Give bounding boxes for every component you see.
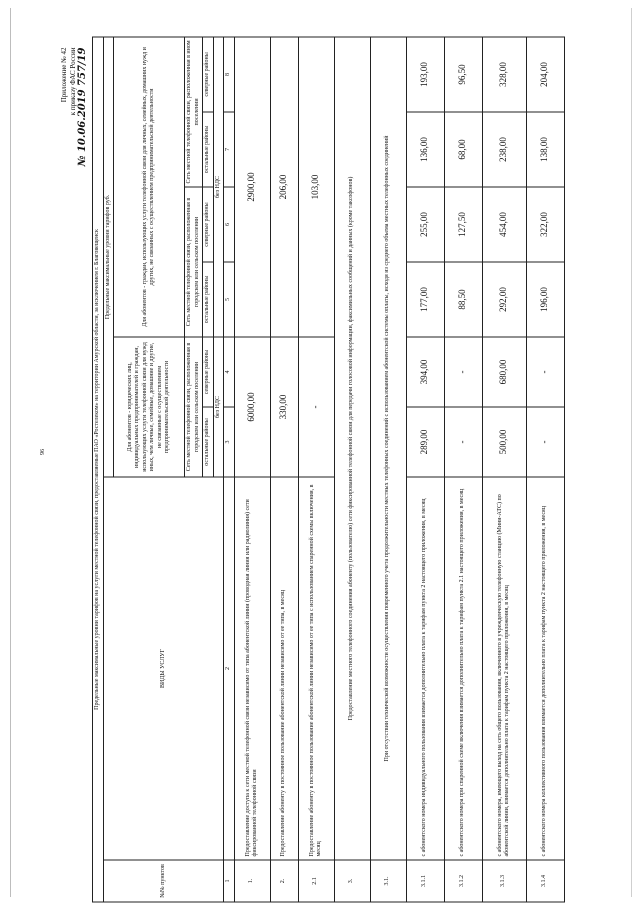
cell: 177,00 <box>406 262 444 337</box>
cell: 68,00 <box>444 112 482 187</box>
cell: 127,50 <box>444 187 482 262</box>
header-no: №№ пунктов <box>103 860 224 902</box>
cell: - <box>526 407 564 477</box>
row-no: 2.1 <box>298 860 334 902</box>
row-service: с абонентского номера при спаренной схеме включения взимается дополнительно плата к тарифам пункта 2.1 настоящего приложения, в месяц <box>444 477 482 860</box>
page-number: 96 <box>40 449 46 455</box>
cell: 138,00 <box>526 112 564 187</box>
cell: 500,00 <box>482 407 526 477</box>
table-row <box>444 37 482 902</box>
row-no: 1. <box>234 860 270 902</box>
cell: 193,00 <box>406 37 444 112</box>
table-row <box>298 37 334 902</box>
row-value: 6000,00 <box>234 337 270 477</box>
row-service: Предоставление абоненту в постоянное пользование абонентской линии независимо от ее типа с использованием спаренной схемы включения, в месяц <box>298 477 334 860</box>
header-region-other: остальные районы <box>203 262 214 337</box>
appendix-header <box>60 48 87 167</box>
col-number: 4 <box>224 337 235 407</box>
col-number: 8 <box>224 37 235 112</box>
row-no: 3.1.4 <box>526 860 564 902</box>
appendix-line1: Приложение № 42 <box>60 47 68 103</box>
header-region-north: северные районы <box>203 337 214 407</box>
section-text: Предоставление местного телефонного соединения абоненту (пользователю) сети фиксированной телефонной связи для передачи голосовой информации, факсимильных сообщений и данных (кроме таксофонов) <box>334 37 370 860</box>
rotated-document <box>60 38 580 903</box>
col-number: 5 <box>224 262 235 337</box>
appendix-line2: к приказу ФАС России <box>69 47 77 116</box>
section-text: При отсутствии технической возможности осуществления повременного учета продолжительности местных телефонных соединений с использованием абонентской системы оплаты, исходя из среднего объема местных телефонных соединений <box>370 37 406 860</box>
header-legal-group: Для абонентов - юридических лиц, индивидуальных предпринимателей и граждан, использующих услуги телефонной связи для нужд иных, чем личные, семейные, домашние и другие, не связанные с осуществлением предпринимательской деятельности <box>114 337 185 477</box>
cell: - <box>526 337 564 407</box>
header-region-other: остальные районы <box>203 407 214 477</box>
cell: 454,00 <box>482 187 526 262</box>
cell: - <box>444 337 482 407</box>
cell: - <box>444 407 482 477</box>
section-no: 3. <box>334 860 370 902</box>
cell: 289,00 <box>406 407 444 477</box>
cell: 255,00 <box>406 187 444 262</box>
table-title: Предельные максимальные уровни тарифов на услуги местной телефонной связи, предоставляемые ПАО «Ростелеком» на территории Амурской области, за исключением г. Благовещенск <box>93 37 104 902</box>
header-region-north: северные районы <box>203 187 214 262</box>
tariff-table <box>92 36 565 902</box>
header-citizen-group: Для абонентов - граждан, использующих услуги телефонной связи для личных, семейных, домашних нужд и других, не связанных с осуществлением предпринимательской деятельности <box>114 37 185 337</box>
row-no: 2. <box>270 860 298 902</box>
row-no: 3.1.2 <box>444 860 482 902</box>
section-row <box>370 37 406 902</box>
cell: 136,00 <box>406 112 444 187</box>
header-region-north: северные районы <box>203 37 214 112</box>
cell: 394,00 <box>406 337 444 407</box>
col-number: 3 <box>224 407 235 477</box>
row-value: 330,00 <box>270 337 298 477</box>
section-no: 3.1. <box>370 860 406 902</box>
table-row <box>406 37 444 902</box>
cell: 680,00 <box>482 337 526 407</box>
cell: 238,00 <box>482 112 526 187</box>
cell: 196,00 <box>526 262 564 337</box>
header-region-other: остальные районы <box>203 112 214 187</box>
header-vat-1: без НДС <box>213 337 224 477</box>
row-service: с абонентского номера коллективного пользования взимается дополнительно плата к тарифам пункта 2 настоящего приложения, в месяц <box>526 477 564 860</box>
col-number: 7 <box>224 112 235 187</box>
col-number: 1 <box>224 860 235 902</box>
row-service: Предоставление доступа к сети местной телефонной связи независимо от типа абонентской линии (проводная линия или радиолиния) сети фиксированной телефонной связи <box>234 477 270 860</box>
row-value: 103,00 <box>298 37 334 337</box>
row-value: 2900,00 <box>234 37 270 337</box>
cell: 88,50 <box>444 262 482 337</box>
header-service: ВИДЫ УСЛУГ <box>103 477 224 860</box>
row-service: с абонентского номера, имеющего выход на сеть общего пользования, включенного в учрежденческую телефонную станцию (Мини-АТС) по абонентской линии, взимается дополнительно плата к тарифам пункта 2 настоящего приложения, в месяц <box>482 477 526 860</box>
table-row <box>526 37 564 902</box>
header-limits: Предельные максимальные уровни тарифов руб. <box>103 37 114 477</box>
row-no: 3.1.1 <box>406 860 444 902</box>
header-network-other: Сеть местной телефонной связи, расположенная в ином поселении <box>185 37 203 187</box>
row-value: 206,00 <box>270 37 298 337</box>
header-vat-2: без НДС <box>213 37 224 337</box>
col-number: 6 <box>224 187 235 262</box>
header-network-city-1: Сеть местной телефонной связи, расположенная в городском или сельском поселении <box>185 337 203 477</box>
row-service: с абонентского номера индивидуального пользования взимается дополнительно плата к тарифам пункта 2 настоящего приложения, в месяц <box>406 477 444 860</box>
cell: 292,00 <box>482 262 526 337</box>
header-network-city-2: Сеть местной телефонной связи, расположенная в городском или сельском поселении <box>185 187 203 337</box>
col-number: 2 <box>224 477 235 860</box>
cell: 322,00 <box>526 187 564 262</box>
table-row <box>482 37 526 902</box>
cell: 204,00 <box>526 37 564 112</box>
cell: 96,50 <box>444 37 482 112</box>
table-row <box>234 37 270 902</box>
row-no: 3.1.3 <box>482 860 526 902</box>
cell: 328,00 <box>482 37 526 112</box>
table-row <box>270 37 298 902</box>
order-number-handwritten: № 10.06.2019 757/19 <box>77 47 88 167</box>
row-service: Предоставление абоненту в постоянное пользование абонентской линии независимо от ее типа, в месяц <box>270 477 298 860</box>
section-row <box>334 37 370 902</box>
row-value: - <box>298 337 334 477</box>
